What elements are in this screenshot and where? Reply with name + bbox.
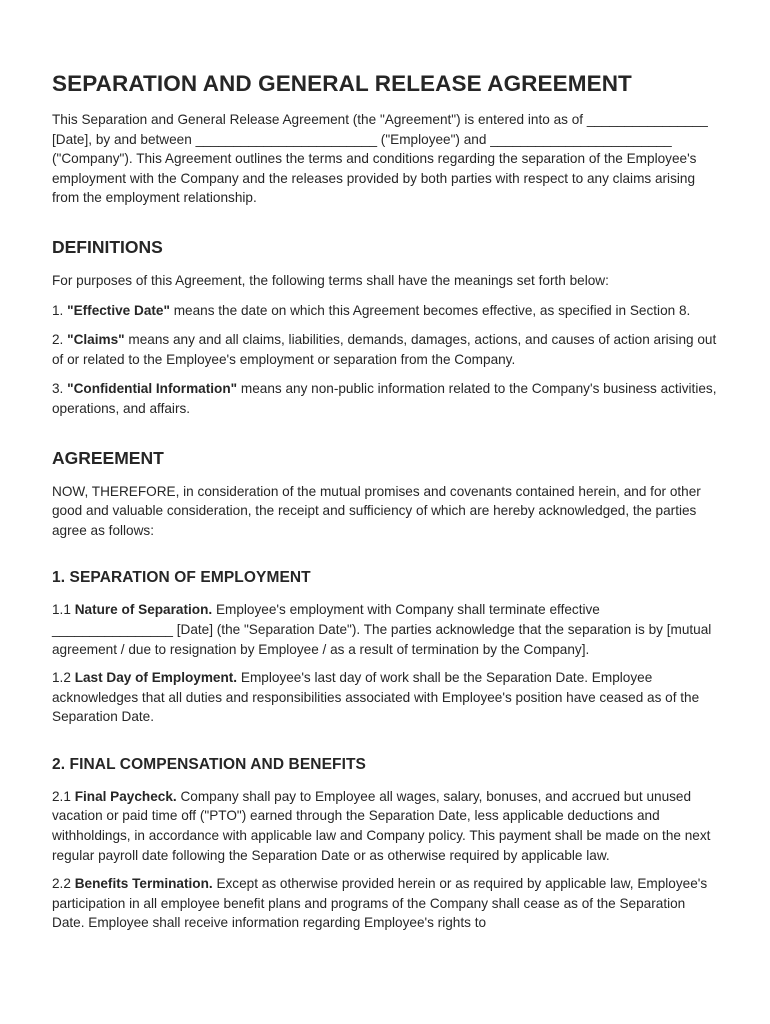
clause [52,668,720,727]
clause [52,874,720,933]
definition-item [52,301,720,321]
clause-term: Last Day of Employment. [74,670,238,686]
clause [52,787,720,865]
clause-term: Benefits Termination. [74,876,213,892]
intro-paragraph: This Separation and General Release Agreement (the "Agreement") is entered into as of ________________ [Date], by and between ________________________ ("Employee") and ________________________ ("Company"). This Agreement outlines the terms and conditions regarding the separation of the Employee's employment with the Company and the releases provided by both parties with respect to any claims arising from the employment relationship. [52,112,708,206]
definitions-lead: For purposes of this Agreement, the following terms shall have the meanings set forth below: [52,272,609,288]
clause-term: Nature of Separation. [74,602,213,618]
clause-text: Employee's last day of work shall be the Separation Date. Employee acknowledges that all duties and responsibilities associated with Employee's position have ceased as of the Separation Date. [52,670,700,725]
definition-text: means any and all claims, liabilities, demands, damages, actions, and causes of action arising out of or related to the Employee's employment or separation from the Company. [52,332,717,367]
definition-number: 3. [52,381,64,397]
clause-number: 2.2 [52,876,71,892]
definitions-heading: DEFINITIONS [52,236,163,257]
document-title: SEPARATION AND GENERAL RELEASE AGREEMENT [52,71,632,96]
agreement-lead: NOW, THEREFORE, in consideration of the mutual promises and covenants contained herein, and for other good and valuable consideration, the receipt and sufficiency of which are hereby acknowledged, the parties agree as follows: [52,483,701,538]
clause-number: 2.1 [52,788,71,804]
definition-term: "Claims" [67,332,125,348]
definition-text: means any non-public information related to the Company's business activities, operations, and affairs. [52,381,717,416]
clause-text: Company shall pay to Employee all wages, salary, bonuses, and accrued but unused vacation or paid time off ("PTO") earned through the Separation Date, less applicable deductions and withholdings, in accordance with applicable law and Company policy. This payment shall be made on the next regular payroll date following the Separation Date or as otherwise required by applicable law. [52,788,711,863]
clause-text: Except as otherwise provided herein or as required by applicable law, Employee's participation in all employee benefit plans and programs of the Company shall cease as of the Separation Date. Employee shall receive information regarding Employee's rights to [52,876,708,931]
agreement-heading: AGREEMENT [52,447,164,468]
clause-term: Final Paycheck. [74,788,177,804]
clause-number: 1.2 [52,670,71,686]
document-page [52,68,720,933]
section-heading: 1. SEPARATION OF EMPLOYMENT [52,569,311,587]
definition-item [52,379,720,418]
definition-text: means the date on which this Agreement becomes effective, as specified in Section 8. [173,302,691,318]
definition-number: 2. [52,332,64,348]
definition-number: 1. [52,302,64,318]
clause-number: 1.1 [52,602,71,618]
definition-term: "Confidential Information" [67,381,238,397]
clause-text: Employee's employment with Company shall terminate effective ________________ [Date] (the "Separation Date"). The parties acknowledge that the separation is by [mutual agreement / due to resignation by Employee / as a result of termination by the Company]. [52,602,712,657]
definition-term: "Effective Date" [67,302,170,318]
clause [52,600,720,659]
section-heading: 2. FINAL COMPENSATION AND BENEFITS [52,755,366,773]
definition-item [52,330,720,369]
